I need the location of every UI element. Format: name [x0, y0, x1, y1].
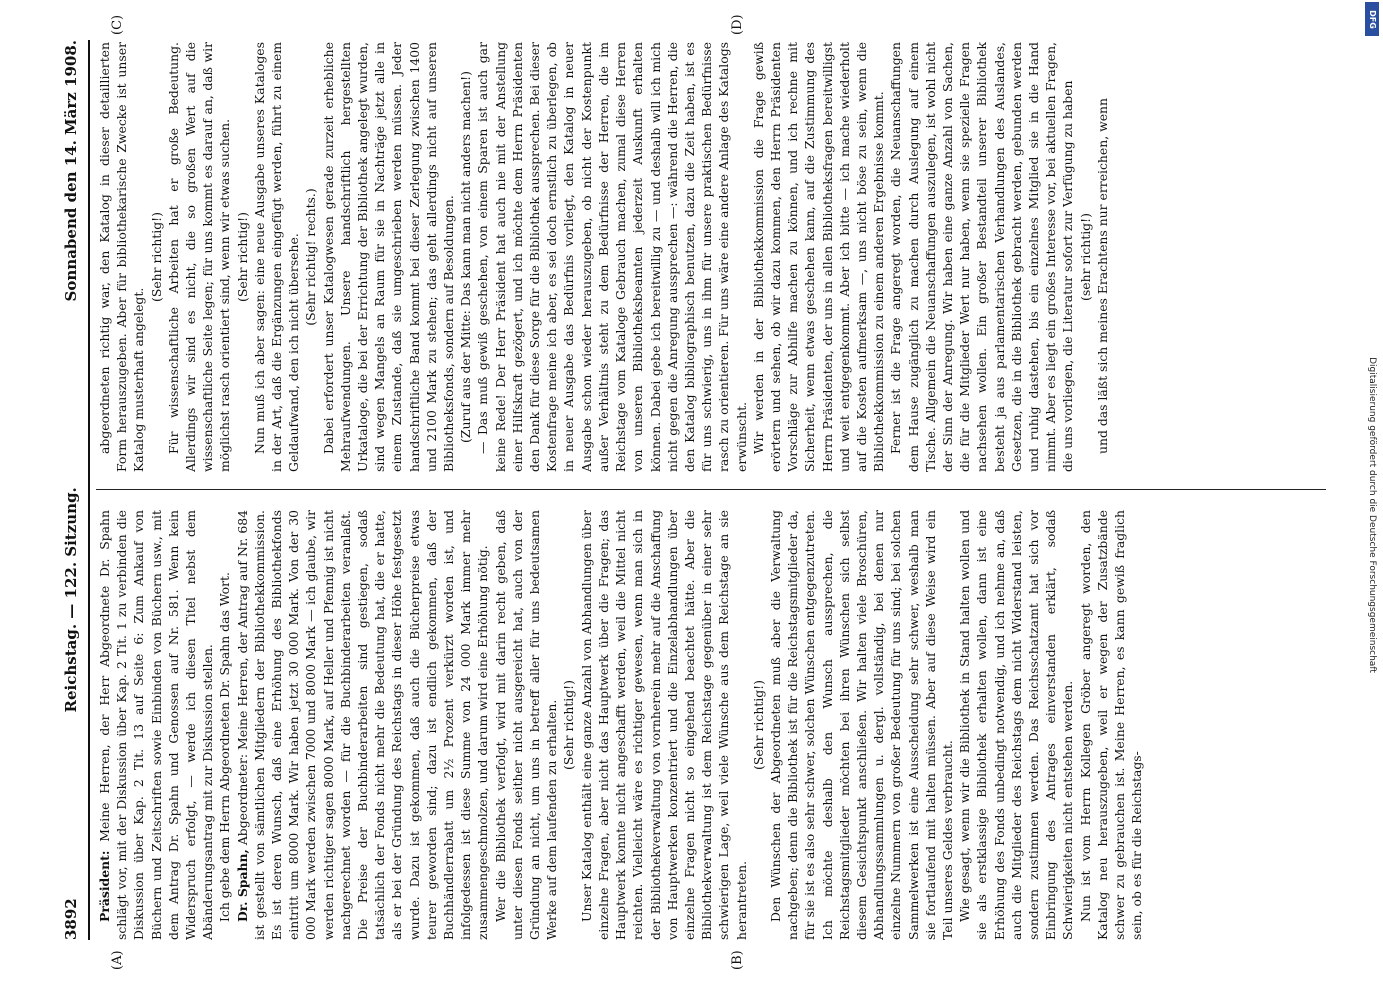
session-date: Sonnabend den 14. März 1908. [62, 40, 80, 302]
header-rule [88, 40, 90, 940]
paragraph-text: Wie gesagt, wenn wir die Bibliothek in Stand halten wollen und sie als erstklassige Bibliothek erhalten wollen, dann ist eine Erhöhung des Fonds unbedingt notwendig, und ich nehme an, daß auch die Mitglieder des Reichstags dem nicht Widerstand leisten, sondern zustimmen werden. Das Reichsschatzamt hat sich vor Einbringung des Antrages einverstanden erklärt, sodaß Schwierigkeiten nicht entstehen werden. [957, 510, 1076, 940]
paragraph [234, 510, 492, 940]
paragraph [251, 42, 303, 472]
speaker-name: Dr. Spahn, [234, 849, 250, 922]
interjection: (Sehr richtig!) [750, 680, 766, 770]
paragraph [216, 510, 233, 940]
paragraph [887, 42, 1076, 472]
paragraph [474, 42, 749, 472]
paragraph-text: Ich gebe dem Herrn Abgeordneten Dr. Spahn das Wort. [217, 572, 233, 922]
paragraph [956, 510, 1076, 940]
paragraph-text: — Das muß gewiß geschehen, von einem Sparen ist auch gar keine Rede! Der Herr Präsident hat auch nie mit der Anstellung einer Hilfskraft gezögert, und ich möchte dem Herrn Präsidenten den Dank für diese Sorge für die Bibliothek aussprechen. Bei dieser Kostenfrage meine ich aber, es sei doch ernstlich zu überlegen, ob in neuer Ausgabe das Bedürfnis vorliegt, den Katalog in neuer Ausgabe schon wieder herauszugeben, ob nicht der Kostenpunkt außer Verhältnis steht zu dem Bedürfnisse der Herren, die im Reichstage vom Kataloge Gebrauch machen, zumal diese Herren von unseren Bibliotheksbeamten jederzeit Auskunft erhalten können. Dabei gebe ich bereitwillig zu — und deshalb will ich mich nicht gegen die Anregung aussprechen —: während die Herren, die den Katalog bibliographisch benutzen, dazu die Zeit haben, ist es für uns schwierig, uns in ihm für unsere praktischen Bedürfnisse rasch zu orientieren. Für uns wäre eine andere Anlage des Katalogs erwünscht. [475, 42, 749, 472]
paragraph [96, 42, 148, 472]
paragraph-text: Wir werden in der Bibliothekkommission die Frage gewiß erörtern und sehen, ob wir dazu kommen, den Herrn Präsidenten Vorschläge zur Abhilfe machen zu können, und ich rechne mit Sicherheit, wenn etwas geschehen kann, auf die Zustimmung des Herrn Präsidenten, der uns in allen Bibliotheksfragen bereitwilligst und weit entgegenkommt. Aber ich bitte — ich mache wiederholt auf die Kosten aufmerksam —, uns nicht böse zu sein, wenn die Bibliothekkommission zu einem anderen Ergebnisse kommt. [750, 42, 887, 472]
column-divider [96, 489, 1326, 490]
paragraph [96, 510, 216, 940]
interjection: (Sehr richtig!) [561, 680, 577, 770]
paragraph-text: Unser Katalog enthält eine ganze Anzahl von Abhandlungen über einzelne Fragen, aber nicht das Hauptwerk über die Fragen; das Hauptwerk konnte nicht angeschafft werden, weil die Mittel nicht reichten. Vielleicht wäre es richtiger gewesen, wenn man sich in der Bibliothekverwaltung von vornherein mehr auf die Anschaffung von Hauptwerken konzentriert und die Einzelabhandlungen über einzelne Fragen nicht so eingehend beachtet hätte. Aber die Bibliothekverwaltung ist dem Reichstage gegenüber in einer sehr schwierigen Lage, weil viele Wünsche aus dem Reichstage an sie herantreten. [578, 510, 749, 940]
interjection: (Sehr richtig!) [234, 212, 250, 302]
session-title: Reichstag. — 122. Sitzung. [62, 487, 80, 713]
page-number: 3892 [62, 898, 80, 940]
paragraph [165, 42, 234, 472]
margin-marker-a: (A) [110, 950, 125, 970]
margin-marker-d: (D) [730, 14, 745, 35]
digitization-credit [1365, 40, 1379, 990]
paragraph [492, 510, 561, 940]
paragraph-text: Abgeordneter: Meine Herren, der Antrag auf Nr. 684 ist gestellt von sämtlichen Mitgliedern der Bibliothekkommission. Es ist deren Wunsch, daß eine Erhöhung des Bibliothekfonds eintritt um 8000 Mark. Wir haben jetzt 30 000 Mark. Von der 30 000 Mark werden zwischen 7000 und 8000 Mark — ich glaube, wir werden richtiger sagen 8000 Mark, auf Heller und Pfennig ist nicht nachgerechnet worden — für die Buchbinderarbeiten veranlaßt. Die Preise der Buchbinderarbeiten sind gestiegen, sodaß tatsächlich der Fonds nicht mehr die Bedeutung hat, die er hatte, als er bei der Gründung des Reichstags in dieser Höhe festgesetzt wurde. Dazu ist gekommen, daß auch die Bücherpreise etwas teurer geworden sind; dazu ist endlich gekommen, daß der Buchhändlerrabatt um 2½ Prozent verkürzt worden ist, und infolgedessen ist diese Summe von 24 000 Mark immer mehr zusammengeschmolzen, und darum wird eine Erhöhung nötig. [234, 510, 491, 940]
margin-marker-b: (B) [730, 950, 745, 970]
dfg-badge [1365, 2, 1379, 36]
left-column [96, 510, 1336, 940]
interjection: (Sehr richtig!) [148, 212, 164, 302]
paragraph-text: Dabei erfordert unser Katalogwesen gerade zurzeit erhebliche Mehraufwendungen. Unsere handschriftlich hergestellten Urkataloge, die bei der Errichtung der Bibliothek angelegt wurden, sind wegen Mangels an Raum für sie in Nachträge jetzt alle in einem Zustande, daß sie umgeschrieben werden müssen. Jeder handschriftliche Band kommt bei dieser Zerlegung zwischen 1400 und 2100 Mark zu stehen; das geht allerdings nicht auf unseren Bibliotheksfonds, sondern auf Besoldungen. [320, 42, 457, 472]
paragraph-text: Für wissenschaftliche Arbeiten hat er große Bedeutung. Allerdings wir sind es nicht, die so großen Wert auf die wissenschaftliche Seite legen; für uns kommt es darauf an, daß wir möglichst rasch orientiert sind, wenn wir etwas suchen. [165, 42, 233, 472]
paragraph-text: Nun ist vom Herrn Kollegen Gröber angeregt worden, den Katalog neu herauszugeben, weil er wegen der Zusatzbände schwer zu gebrauchen ist. Meine Herren, es kann gewiß fraglich sein, ob es für die Reichstags- [1077, 510, 1145, 940]
dfg-badge-label: DFG [1367, 9, 1377, 29]
paragraph [1094, 42, 1111, 472]
credit-text: Digitalisierung gefördert durch die Deutsche Forschungsgemeinschaft [1367, 357, 1377, 673]
paragraph-text: abgeordneten richtig war, den Katalog in dieser detaillierten Form herauszugeben. Aber für bibliothekarische Zwecke ist unser Katalog musterhaft angelegt. [97, 42, 147, 472]
speaker-name: Präsident: [97, 850, 112, 922]
margin-marker-c: (C) [110, 14, 125, 35]
paragraph [750, 42, 888, 472]
paragraph-text: Wer die Bibliothek verfolgt, wird mit darin recht geben, daß unter diesen Fonds seither nicht ausgereicht hat, auch von der Gründung an nicht, um uns in betreff aller für uns bedeutsamen Werke auf dem laufenden zu erhalten. [492, 510, 560, 940]
interjection: (sehr richtig!) [1077, 213, 1093, 301]
running-head [58, 40, 84, 940]
paragraph-text: und das läßt sich meines Erachtens nur erreichen, wenn [1094, 98, 1110, 454]
right-column [96, 42, 1336, 472]
paragraph [1077, 510, 1146, 940]
paragraph-text: Den Wünschen der Abgeordneten muß aber die Verwaltung nachgeben; denn die Bibliothek ist für die Reichstagsmitglieder da, für sie ist es also sehr schwer, solchen Wünschen entgegenzutreten. Ich möchte deshalb den Wunsch aussprechen, die Reichstagsmitglieder möchten bei ihren Wünschen sich selbst diesem Gesichtspunkt anschließen. Wir halten viele Broschüren, Abhandlungssammlungen u. dergl. vollständig, bei denen nur einzelne Nummern von großer Bedeutung für uns sind; bei solchen Sammelwerken ist eine Ausscheidung sehr schwer, weshalb man sie fortlaufend mit halten müssen. Aber auf diese Weise wird ein Teil unseres Geldes verbraucht. [767, 510, 955, 940]
paragraph [578, 510, 750, 940]
paragraph [320, 42, 458, 472]
paragraph-text: Nun muß ich aber sagen: eine neue Ausgabe unseres Kataloges in der Art, daß die Ergänzungen eingefügt werden, führt zu einem Geldaufwand, den ich nicht übersehe. [251, 42, 302, 472]
paragraph-text: Ferner ist die Frage angeregt worden, die Neuanschaffungen dem Hause zugänglich zu machen durch Auslegung auf einem Tische. Allgemein die Neuanschaffungen auszulegen, ist wohl nicht der Sinn der Anregung. Wir haben eine ganze Anzahl von Sachen, die für die Mitglieder Wert nur haben, wenn sie spezielle Fragen nachsehen wollen. Ein großer Bestandteil unserer Bibliothek besteht ja aus parlamentarischen Verhandlungen des Auslandes, Gesetzen, die in die Bibliothek gebracht werden, gebunden werden und ruhig dastehen, bis ein einzelnes Mitglied sie in die Hand nimmt. Aber es liegt ein großes Interesse vor, bei aktuellen Fragen, die uns vorliegen, die Literatur sofort zur Verfügung zu haben [888, 42, 1076, 472]
paragraph-text: Meine Herren, der Herr Abgeordnete Dr. Spahn schlägt vor, mit der Diskussion über Kap. 2 Tit. 1 zu verbinden die Diskussion über Kap. 2 Tit. 13 auf Seite 6: Zum Ankauf von Büchern und Zeitschriften sowie Einbinden von Büchern usw., mit dem Antrag Dr. Spahn und Genossen auf Nr. 581. Wenn kein Widerspruch erfolgt, — werde ich diesen Titel nebst dem Abänderungsantrag mit zur Diskussion stellen. [97, 510, 216, 940]
interjection: (Sehr richtig! rechts.) [303, 188, 319, 326]
paragraph [767, 510, 956, 940]
interjection: (Zuruf aus der Mitte: Das kann man nicht anders machen!) [458, 71, 474, 443]
